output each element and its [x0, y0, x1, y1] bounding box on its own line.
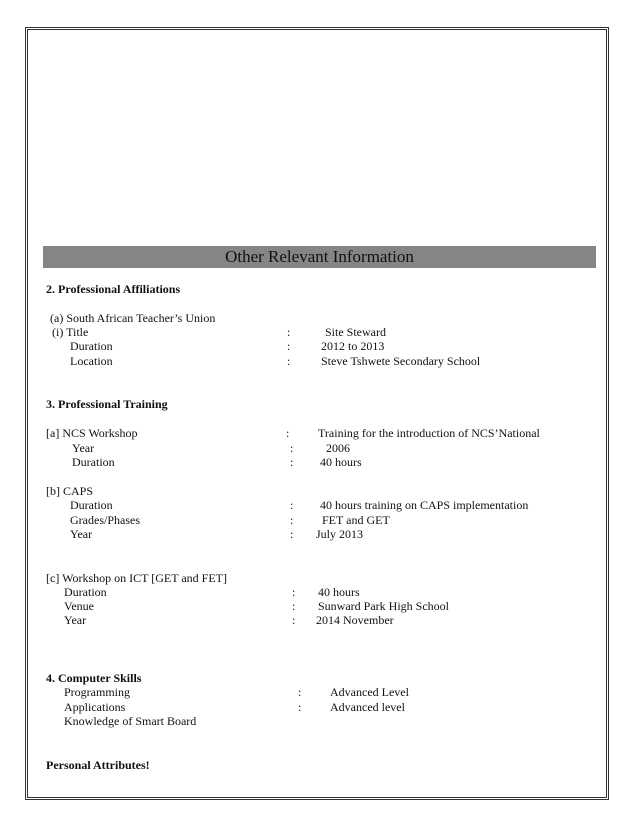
row-colon: : [290, 513, 294, 527]
row-value: FET and GET [322, 513, 390, 527]
row-colon: : [290, 455, 294, 469]
training-c-label: [c] Workshop on ICT [GET and FET] [46, 571, 228, 585]
row-label: Venue [64, 599, 94, 613]
row-colon: : [290, 527, 294, 541]
section-heading-affiliations: 2. Professional Affiliations [46, 282, 181, 296]
row-value: 40 hours training on CAPS implementation [320, 498, 529, 512]
row-colon: : [290, 498, 294, 512]
row-value: 40 hours [320, 455, 362, 469]
row-colon: : [287, 339, 291, 353]
row-label: Year [64, 613, 87, 627]
row-colon: : [298, 700, 302, 714]
row-label: Year [72, 441, 95, 455]
row-colon: : [287, 354, 291, 368]
row-label: Applications [64, 700, 126, 714]
row-value: 2014 November [316, 613, 394, 627]
row-colon: : [292, 585, 296, 599]
row-value: Training for the introduction of NCS’National [318, 426, 540, 440]
section-heading-personal-attributes: Personal Attributes! [46, 758, 150, 772]
row-colon: : [292, 599, 296, 613]
row-label: Location [70, 354, 113, 368]
training-a-label: [a] NCS Workshop [46, 426, 138, 440]
row-label: Programming [64, 685, 130, 699]
row-value: Steve Tshwete Secondary School [321, 354, 481, 368]
row-value: Advanced level [330, 700, 405, 714]
row-value: Advanced Level [330, 685, 409, 699]
smart-board-skill: Knowledge of Smart Board [64, 714, 197, 728]
row-value: Sunward Park High School [318, 599, 449, 613]
row-label: Duration [70, 498, 113, 512]
affiliation-org: (a) South African Teacher’s Union [50, 311, 216, 325]
row-value: July 2013 [316, 527, 364, 541]
section-heading-training: 3. Professional Training [46, 397, 168, 411]
row-label: Grades/Phases [70, 513, 140, 527]
row-value: 40 hours [318, 585, 360, 599]
row-value: Site Steward [325, 325, 386, 339]
training-b-label: [b] CAPS [46, 484, 94, 498]
row-label: (i) Title [52, 325, 89, 339]
row-label: Duration [64, 585, 107, 599]
row-value: 2006 [326, 441, 350, 455]
section-heading-computer-skills: 4. Computer Skills [46, 671, 142, 685]
row-colon: : [292, 613, 296, 627]
row-colon: : [286, 426, 290, 440]
row-value: 2012 to 2013 [321, 339, 385, 353]
row-label: Duration [70, 339, 113, 353]
row-colon: : [298, 685, 302, 699]
row-label: Year [70, 527, 93, 541]
section-banner: Other Relevant Information [43, 246, 596, 268]
row-colon: : [287, 325, 291, 339]
row-colon: : [290, 441, 294, 455]
row-label: Duration [72, 455, 115, 469]
